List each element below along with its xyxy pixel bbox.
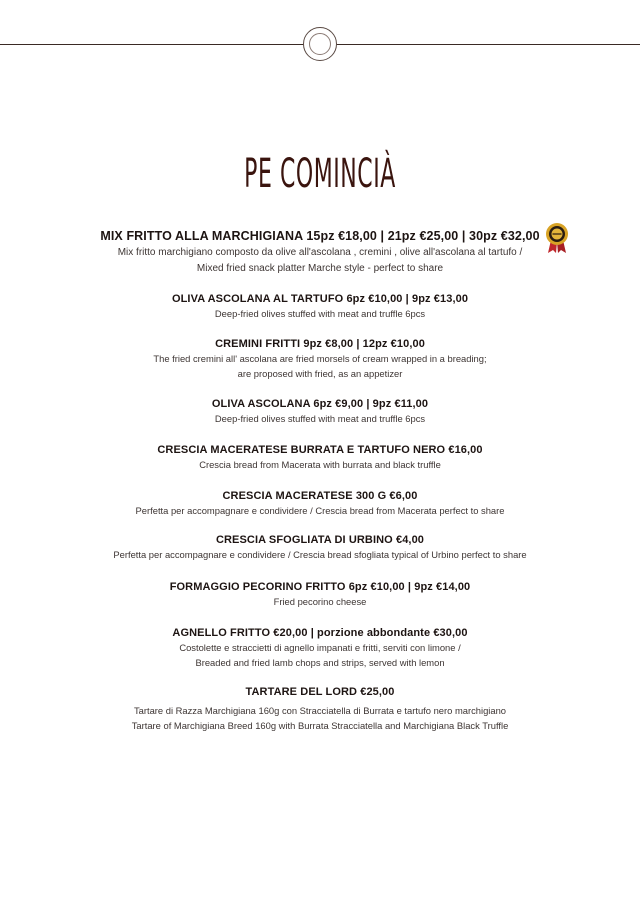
menu-item-desc: Mixed fried snack platter Marche style - perfect to share	[196, 262, 444, 274]
menu-item-cremini-fritti	[0, 337, 640, 381]
menu-item-name: CRESCIA SFOGLIATA DI URBINO €4,00	[215, 534, 425, 546]
menu-item-desc: Mix fritto marchigiano composto da olive all'ascolana , cremini , olive all'ascolana al tartufo /	[117, 247, 523, 258]
menu-item-agnello-fritto	[0, 626, 640, 670]
menu-item-oliva-ascolana	[0, 397, 640, 427]
menu-item-oliva-tartufo	[0, 292, 640, 322]
menu-item-crescia-maceratese	[0, 489, 640, 519]
menu-item-name: MIX FRITTO ALLA MARCHIGIANA 15pz €18,00 | 21pz €25,00 | 30pz €32,00	[100, 229, 540, 243]
menu-item-crescia-sfogliata	[0, 533, 640, 563]
menu-item-desc: Costolette e straccietti di agnello impanati e fritti, serviti con limone /	[179, 642, 461, 653]
award-medal-icon	[544, 222, 570, 254]
menu-item-desc: Deep-fried olives stuffed with meat and truffle 6pcs	[214, 413, 426, 424]
menu-item-desc: Perfetta per accompagnare e condividere / Crescia bread sfogliata typical of Urbino perfect to share	[113, 549, 527, 560]
menu-item-desc: are proposed with fried, as an appetizer	[237, 367, 403, 379]
menu-item-crescia-burrata	[0, 443, 640, 473]
menu-item-name: CRESCIA MACERATESE 300 G €6,00	[222, 490, 418, 502]
circle-ornament-icon	[303, 27, 337, 61]
menu-item-name: CRESCIA MACERATESE BURRATA E TARTUFO NERO €16,00	[157, 444, 483, 456]
menu-item-name: AGNELLO FRITTO €20,00 | porzione abbondante €30,00	[172, 627, 468, 639]
menu-item-desc: Breaded and fried lamb chops and strips, served with lemon	[195, 656, 445, 668]
menu-item-name: TARTARE DEL LORD €25,00	[245, 686, 395, 698]
menu-item-desc: Tartare di Razza Marchigiana 160g con Stracciatella di Burrata e tartufo nero marchigiano	[133, 705, 507, 716]
menu-item-desc: Deep-fried olives stuffed with meat and truffle 6pcs	[214, 308, 426, 319]
menu-item-desc: Crescia bread from Macerata with burrata and black truffle	[199, 459, 441, 470]
menu-item-pecorino-fritto	[0, 580, 640, 610]
menu-item-desc: Fried pecorino cheese	[273, 596, 367, 607]
section-title: PE COMINCIÀ	[244, 151, 396, 197]
menu-item-name: OLIVA ASCOLANA 6pz €9,00 | 9pz €11,00	[211, 398, 429, 410]
menu-item-name: CREMINI FRITTI 9pz €8,00 | 12pz €10,00	[215, 338, 425, 350]
menu-item-desc: Perfetta per accompagnare e condividere / Crescia bread from Macerata perfect to share	[135, 505, 505, 516]
menu-item-name: FORMAGGIO PECORINO FRITTO 6pz €10,00 | 9pz €14,00	[169, 581, 471, 593]
menu-item-desc: Tartare of Marchigiana Breed 160g with Burrata Stracciatella and Marchigiana Black Truffle	[131, 719, 509, 731]
menu-item-desc: The fried cremini all' ascolana are fried morsels of cream wrapped in a breading;	[153, 353, 487, 364]
menu-item-name: OLIVA ASCOLANA AL TARTUFO 6pz €10,00 | 9pz €13,00	[171, 293, 469, 305]
menu-item-tartare-del-lord	[0, 685, 640, 733]
